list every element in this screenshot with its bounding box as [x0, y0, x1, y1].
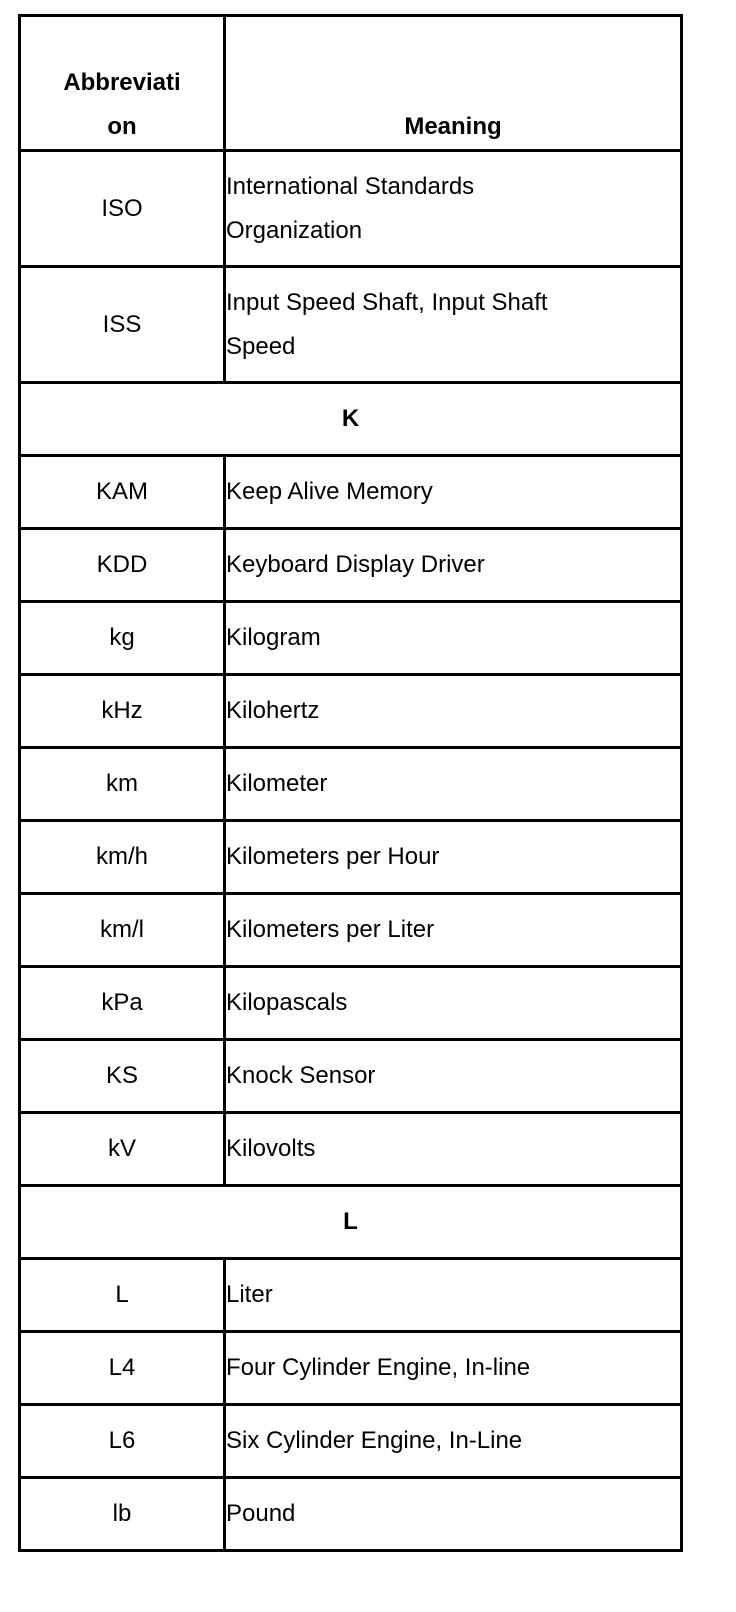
abbr-cell: L: [20, 1259, 225, 1332]
section-heading-l: L: [20, 1186, 682, 1259]
abbr-cell: lb: [20, 1478, 225, 1551]
section-row-k: [20, 383, 682, 456]
meaning-cell: Kilopascals: [225, 967, 682, 1040]
table-row: [20, 821, 682, 894]
table-row: [20, 748, 682, 821]
table-row: [20, 1113, 682, 1186]
abbr-cell: kPa: [20, 967, 225, 1040]
table-row: [20, 1478, 682, 1551]
meaning-cell: Input Speed Shaft, Input Shaft Speed: [225, 267, 682, 383]
table-row: [20, 267, 682, 383]
meaning-cell: Kilometer: [225, 748, 682, 821]
meaning-cell: Keep Alive Memory: [225, 456, 682, 529]
abbr-cell: KS: [20, 1040, 225, 1113]
abbr-cell: ISO: [20, 151, 225, 267]
section-heading-k: K: [20, 383, 682, 456]
table-header-row: [20, 16, 682, 151]
meaning-cell: Kilohertz: [225, 675, 682, 748]
table-row: [20, 602, 682, 675]
table-row: [20, 1259, 682, 1332]
table-row: [20, 1405, 682, 1478]
table-row: [20, 529, 682, 602]
abbr-cell: L6: [20, 1405, 225, 1478]
table-row: [20, 967, 682, 1040]
table-row: [20, 894, 682, 967]
abbr-cell: kV: [20, 1113, 225, 1186]
meaning-cell: Pound: [225, 1478, 682, 1551]
abbr-cell: kg: [20, 602, 225, 675]
abbreviations-table: [18, 14, 683, 1552]
abbr-cell: L4: [20, 1332, 225, 1405]
table-row: [20, 151, 682, 267]
meaning-cell: Kilogram: [225, 602, 682, 675]
meaning-cell: Kilometers per Liter: [225, 894, 682, 967]
meaning-cell: Kilovolts: [225, 1113, 682, 1186]
abbr-cell: ISS: [20, 267, 225, 383]
table-row: [20, 675, 682, 748]
meaning-cell: Six Cylinder Engine, In-Line: [225, 1405, 682, 1478]
table-row: [20, 1332, 682, 1405]
abbr-cell: km: [20, 748, 225, 821]
meaning-cell: Keyboard Display Driver: [225, 529, 682, 602]
table-row: [20, 1040, 682, 1113]
header-meaning: Meaning: [225, 16, 682, 151]
abbr-cell: KAM: [20, 456, 225, 529]
abbr-cell: KDD: [20, 529, 225, 602]
abbr-cell: km/h: [20, 821, 225, 894]
section-row-l: [20, 1186, 682, 1259]
meaning-cell: Four Cylinder Engine, In-line: [225, 1332, 682, 1405]
abbr-cell: kHz: [20, 675, 225, 748]
meaning-cell: Kilometers per Hour: [225, 821, 682, 894]
abbr-cell: km/l: [20, 894, 225, 967]
header-abbreviation: Abbreviati on: [20, 16, 225, 151]
meaning-cell: Liter: [225, 1259, 682, 1332]
meaning-cell: International Standards Organization: [225, 151, 682, 267]
meaning-cell: Knock Sensor: [225, 1040, 682, 1113]
table-row: [20, 456, 682, 529]
